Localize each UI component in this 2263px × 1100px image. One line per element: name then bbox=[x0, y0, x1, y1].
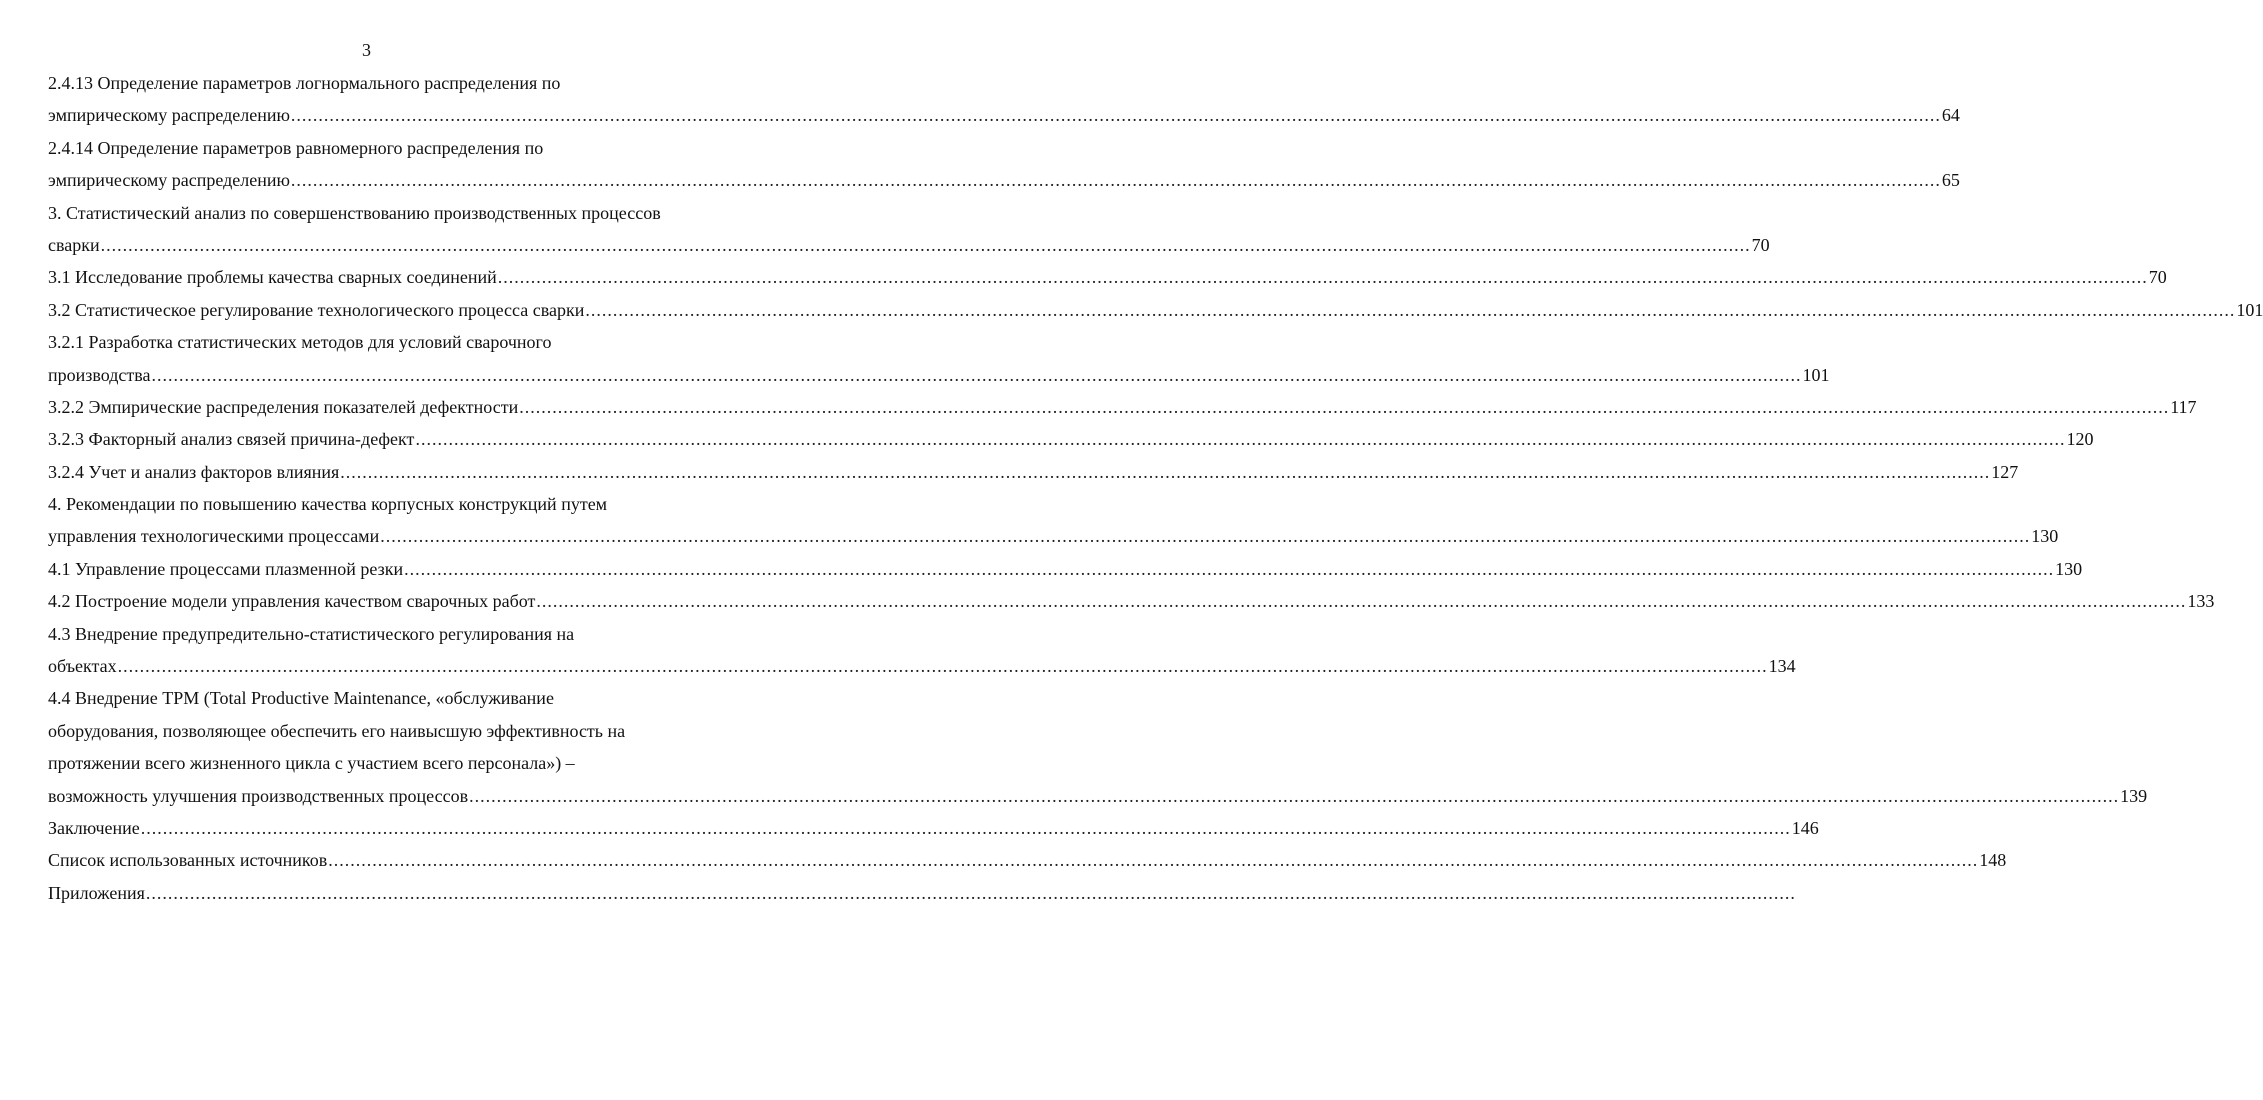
toc-entry-title: 3.2.4 Учет и анализ факторов влияния bbox=[48, 461, 340, 482]
toc-entry-title: объектах bbox=[48, 656, 117, 677]
toc-entry bbox=[48, 877, 1796, 909]
toc-entry-title: Список использованных источников bbox=[48, 850, 328, 871]
dot-leader: ............................................................................................................................................................................................................................................................................................................ bbox=[100, 234, 1751, 255]
toc-entry bbox=[48, 391, 2197, 423]
toc-entry-title: эмпирическому распределению bbox=[48, 105, 290, 126]
toc-entry-title: возможность улучшения производственных процессов bbox=[48, 785, 469, 806]
toc-entry-last-line bbox=[48, 359, 1830, 391]
toc-entry-title: 3.2 Статистическое регулирование технологического процесса сварки bbox=[48, 299, 585, 320]
toc-entry bbox=[48, 423, 2094, 455]
toc-entry-last-line bbox=[48, 391, 2197, 423]
toc-entry bbox=[48, 553, 2083, 585]
dot-leader: ............................................................................................................................................................................................................................................................................................................ bbox=[151, 364, 1802, 385]
toc-page-number: 146 bbox=[1791, 817, 1819, 838]
dot-leader: ............................................................................................................................................................................................................................................................................................................ bbox=[340, 461, 1991, 482]
toc-entry-last-line bbox=[48, 844, 2007, 876]
toc-entry bbox=[48, 488, 2059, 553]
toc-entry bbox=[48, 67, 1960, 132]
dot-leader: ............................................................................................................................................................................................................................................................................................................ bbox=[497, 267, 2148, 288]
toc-entry-last-line bbox=[48, 650, 1796, 682]
toc-entry-last-line bbox=[48, 877, 1796, 909]
toc-page-number: 127 bbox=[1991, 461, 2019, 482]
dot-leader: ............................................................................................................................................................................................................................................................................................................ bbox=[145, 882, 1796, 903]
toc-page-number: 130 bbox=[2031, 526, 2059, 547]
toc-entry bbox=[48, 456, 2019, 488]
toc-entry bbox=[48, 132, 1960, 197]
toc-entry-last-line bbox=[48, 520, 2059, 552]
page-number: 3 bbox=[362, 40, 371, 60]
toc-entry-line: 2.4.14 Определение параметров равномерного распределения по bbox=[48, 137, 544, 158]
dot-leader: ............................................................................................................................................................................................................................................................................................................ bbox=[117, 656, 1768, 677]
toc-page-number: 117 bbox=[2170, 396, 2197, 417]
toc-entry-title: 3.2.3 Факторный анализ связей причина-дефект bbox=[48, 429, 415, 450]
toc-page-number: 139 bbox=[2120, 785, 2148, 806]
toc-entry-last-line bbox=[48, 164, 1960, 196]
toc-entry-line: 3. Статистический анализ по совершенствованию производственных процессов bbox=[48, 202, 661, 223]
toc-entry-last-line bbox=[48, 99, 1960, 131]
toc-entry-last-line bbox=[48, 423, 2094, 455]
toc-entry bbox=[48, 682, 2148, 812]
toc-entry-line: 2.4.13 Определение параметров логнормального распределения по bbox=[48, 73, 561, 93]
toc-entry-last-line bbox=[48, 812, 1819, 844]
toc-entry-line: протяжении всего жизненного цикла с участием всего персонала») – bbox=[48, 753, 575, 774]
dot-leader: ............................................................................................................................................................................................................................................................................................................ bbox=[328, 850, 1979, 871]
dot-leader: ............................................................................................................................................................................................................................................................................................................ bbox=[519, 396, 2170, 417]
toc-page-number: 134 bbox=[1768, 656, 1796, 677]
toc-page-number: 64 bbox=[1941, 105, 1960, 126]
toc-entry-line: оборудования, позволяющее обеспечить его наивысшую эффективность на bbox=[48, 720, 626, 741]
toc-entry bbox=[48, 618, 1796, 683]
toc-entry-line: 4.3 Внедрение предупредительно-статистического регулирования на bbox=[48, 623, 575, 644]
toc-entry-line: 4. Рекомендации по повышению качества корпусных конструкций путем bbox=[48, 494, 608, 515]
toc-entry-title: управления технологическими процессами bbox=[48, 526, 380, 547]
toc-page-number: 133 bbox=[2187, 591, 2215, 612]
dot-leader: ............................................................................................................................................................................................................................................................................................................ bbox=[290, 170, 1941, 191]
toc-entry-title: 4.2 Построение модели управления качеством сварочных работ bbox=[48, 591, 536, 612]
dot-leader: ............................................................................................................................................................................................................................................................................................................ bbox=[290, 105, 1941, 126]
dot-leader: ............................................................................................................................................................................................................................................................................................................ bbox=[585, 299, 2236, 320]
dot-leader: ............................................................................................................................................................................................................................................................................................................ bbox=[415, 429, 2066, 450]
toc-page-number: 101 bbox=[2236, 299, 2263, 320]
toc-entry-title: сварки bbox=[48, 234, 100, 255]
toc-entry-line: 3.2.1 Разработка статистических методов для условий сварочного bbox=[48, 332, 552, 353]
toc-entry bbox=[48, 261, 2167, 293]
toc-entry-title: производства bbox=[48, 364, 151, 385]
dot-leader: ............................................................................................................................................................................................................................................................................................................ bbox=[469, 785, 2120, 806]
toc-entry-title: 3.2.2 Эмпирические распределения показателей дефектности bbox=[48, 396, 519, 417]
toc-entry-last-line bbox=[48, 585, 2215, 617]
toc-entry-title: Заключение bbox=[48, 817, 140, 838]
toc-entry-title: эмпирическому распределению bbox=[48, 170, 290, 191]
toc-entry-title: 3.1 Исследование проблемы качества сварных соединений bbox=[48, 267, 497, 288]
toc-page-number: 65 bbox=[1941, 170, 1960, 191]
toc-entry bbox=[48, 585, 2215, 617]
toc-entry-last-line bbox=[48, 229, 1770, 261]
dot-leader: ............................................................................................................................................................................................................................................................................................................ bbox=[140, 817, 1791, 838]
toc-page-number: 70 bbox=[2148, 267, 2167, 288]
toc-page-number: 130 bbox=[2055, 558, 2083, 579]
dot-leader: ............................................................................................................................................................................................................................................................................................................ bbox=[380, 526, 2031, 547]
toc-entry bbox=[48, 197, 1770, 262]
toc-entry-line: 4.4 Внедрение ТРМ (Total Productive Maintenance, «обслуживание bbox=[48, 688, 554, 709]
table-of-contents bbox=[48, 67, 2263, 909]
toc-entry-title: Приложения bbox=[48, 882, 145, 903]
dot-leader: ............................................................................................................................................................................................................................................................................................................ bbox=[404, 558, 2055, 579]
toc-entry bbox=[48, 294, 2263, 326]
toc-entry-last-line bbox=[48, 553, 2083, 585]
toc-entry bbox=[48, 844, 2007, 876]
toc-entry-last-line bbox=[48, 294, 2263, 326]
toc-entry-title: 4.1 Управление процессами плазменной резки bbox=[48, 558, 404, 579]
toc-entry-last-line bbox=[48, 456, 2019, 488]
toc-page-number: 148 bbox=[1979, 850, 2007, 871]
toc-page-number: 120 bbox=[2066, 429, 2094, 450]
toc-entry-last-line bbox=[48, 780, 2148, 812]
toc-entry bbox=[48, 326, 1830, 391]
toc-entry-last-line bbox=[48, 261, 2167, 293]
toc-page-number: 101 bbox=[1802, 364, 1830, 385]
toc-page-number: 70 bbox=[1751, 234, 1770, 255]
dot-leader: ............................................................................................................................................................................................................................................................................................................ bbox=[536, 591, 2187, 612]
toc-entry bbox=[48, 812, 1819, 844]
